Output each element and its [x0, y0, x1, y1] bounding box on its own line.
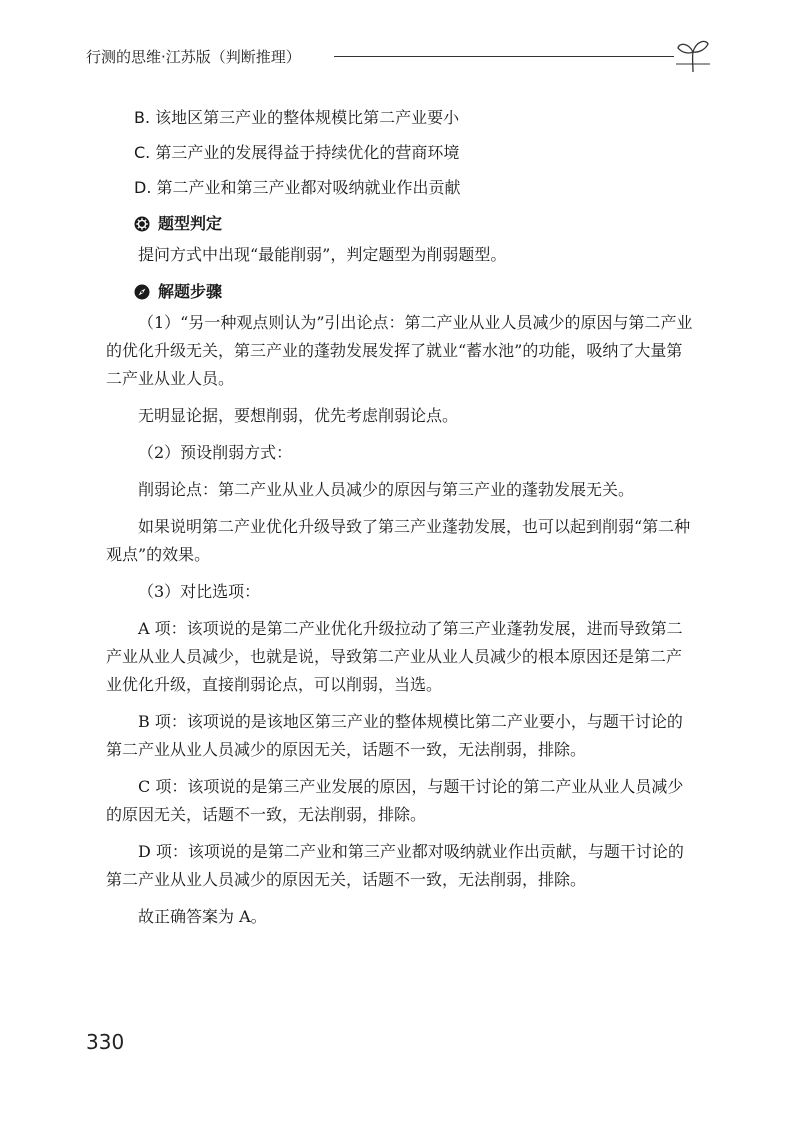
- option-c: C. 第三产业的发展得益于持续优化的营商环境: [134, 143, 460, 162]
- step-paragraph-5: 如果说明第二产业优化升级导致了第三产业蓬勃发展，也可以起到削弱“第二种观点”的效果。: [106, 517, 691, 564]
- sprout-icon: [676, 34, 710, 74]
- step-paragraph-2: 无明显论据，要想削弱，优先考虑削弱论点。: [138, 406, 459, 425]
- book-title: 行测的思维·江苏版（判断推理）: [86, 48, 301, 66]
- header-divider: [334, 56, 674, 57]
- answer-paragraph: 故正确答案为 A。: [138, 907, 267, 926]
- section-heading-steps-label: 解题步骤: [158, 282, 223, 301]
- step-paragraph-1: （1）“另一种观点则认为”引出论点：第二产业从业人员减少的原因与第二产业的优化升级无关，第三产业的蓬勃发展发挥了就业“蓄水池”的功能，吸纳了大量第二产业从业人员。: [106, 313, 693, 388]
- option-analysis-d: D 项：该项说的是第二产业和第三产业都对吸纳就业作出贡献，与题干讨论的第二产业从业人员减少的原因无关，话题不一致，无法削弱，排除。: [106, 842, 684, 889]
- type-paragraph: 提问方式中出现“最能削弱”，判定题型为削弱题型。: [138, 245, 507, 264]
- option-analysis-b: B 项：该项说的是该地区第三产业的整体规模比第二产业要小，与题干讨论的第二产业从业人员减少的原因无关，话题不一致，无法削弱，排除。: [106, 712, 683, 759]
- step-paragraph-6: （3）对比选项：: [138, 582, 261, 601]
- section-heading-type: [134, 207, 696, 241]
- section-heading-type-label: 题型判定: [158, 214, 223, 233]
- option-analysis-a: A 项：该项说的是第二产业优化升级拉动了第三产业蓬勃发展，进而导致第二产业从业人员减少，也就是说，导致第二产业从业人员减少的根本原因还是第二产业优化升级，直接削弱论点，可以削弱，当选。: [106, 619, 683, 694]
- page-body: [106, 102, 696, 940]
- page-number: 330: [86, 1030, 125, 1054]
- step-paragraph-3: （2）预设削弱方式：: [138, 443, 293, 462]
- step-paragraph-4: 削弱论点：第二产业从业人员减少的原因与第三产业的蓬勃发展无关。: [138, 480, 635, 499]
- compass-icon: [134, 284, 150, 300]
- section-heading-steps: [134, 275, 696, 309]
- option-d: D. 第二产业和第三产业都对吸纳就业作出贡献: [134, 178, 461, 197]
- option-b: B. 该地区第三产业的整体规模比第二产业要小: [134, 108, 460, 127]
- gear-icon: [134, 216, 150, 232]
- option-analysis-c: C 项：该项说的是第三产业发展的原因，与题干讨论的第二产业从业人员减少的原因无关，话题不一致，无法削弱，排除。: [106, 777, 684, 824]
- running-header: [86, 40, 714, 76]
